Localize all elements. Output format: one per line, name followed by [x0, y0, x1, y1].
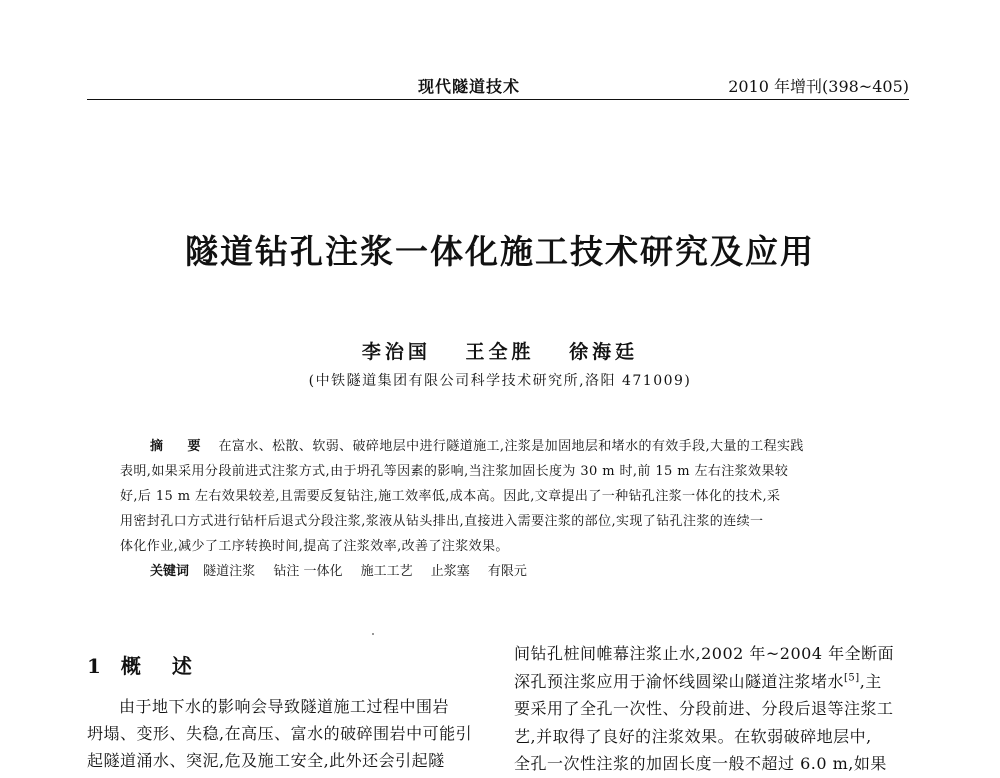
- keyword: 有限元: [487, 564, 527, 579]
- abstract-line: 体化作业,减少了工序转换时间,提高了注浆效率,改善了注浆效果。: [120, 539, 509, 554]
- keywords-label: 关键词: [150, 564, 190, 579]
- section-heading: [87, 650, 204, 679]
- body-line: [514, 668, 914, 696]
- section-title: 概 述: [120, 654, 204, 678]
- body-line: 艺,并取得了良好的注浆效果。在软弱破碎地层中,: [514, 726, 872, 746]
- body-line: 起隧道涌水、突泥,危及施工安全,此外还会引起隧: [87, 751, 445, 770]
- body-line: 间钻孔桩间帷幕注浆止水,2002 年~2004 年全断面: [514, 644, 895, 663]
- keyword: 钻注 一体化: [273, 564, 343, 579]
- right-column-body: [514, 640, 914, 778]
- abstract-line: [120, 434, 880, 459]
- section-number: 1: [87, 654, 101, 678]
- abstract-label: 摘 要: [150, 439, 211, 454]
- abstract: [120, 434, 880, 584]
- header-rule: [87, 99, 909, 100]
- author-affiliation: (中铁隧道集团有限公司科学技术研究所,洛阳 471009): [308, 373, 692, 389]
- scan-speck: [372, 633, 374, 635]
- keyword: 隧道注浆: [203, 564, 256, 579]
- issue-info: 2010 年增刊(398~405): [728, 77, 909, 96]
- keyword: 施工工艺: [360, 564, 413, 579]
- body-text: 深孔预注浆应用于渝怀线圆梁山隧道注浆堵水: [514, 671, 845, 691]
- body-line: 坍塌、变形、失稳,在高压、富水的破碎围岩中可能引: [87, 724, 473, 743]
- abstract-line: 用密封孔口方式进行钻杆后退式分段注浆,浆液从钻头排出,直接进入需要注浆的部位,实现了钻孔注浆的连续一: [120, 514, 764, 529]
- author-name: 王全胜: [465, 341, 535, 363]
- section-body: [87, 693, 487, 774]
- author-list: [0, 337, 1000, 364]
- body-line: 由于地下水的影响会导致隧道施工过程中围岩: [119, 697, 450, 716]
- abstract-line: 好,后 15 m 左右效果较差,且需要反复钻注,施工效率低,成本高。因此,文章提出了一种钻孔注浆一体化的技术,采: [120, 489, 781, 504]
- abstract-line: 表明,如果采用分段前进式注浆方式,由于坍孔等因素的影响,当注浆加固长度为 30 m 时,前 15 m 左右注浆效果较: [120, 464, 789, 479]
- paper-title: 隧道钻孔注浆一体化施工技术研究及应用: [185, 232, 815, 271]
- author-name: 徐海廷: [569, 341, 639, 363]
- author-name: 李治国: [361, 341, 431, 363]
- body-text: ,主: [859, 671, 882, 691]
- abstract-text: 在富水、松散、软弱、破碎地层中进行隧道施工,注浆是加固地层和堵水的有效手段,大量的工程实践: [218, 439, 804, 454]
- keyword: 止浆塞: [430, 564, 470, 579]
- body-line: 全孔一次性注浆的加固长度一般不超过 6.0 m,如果: [514, 754, 887, 773]
- citation-ref: [5]: [844, 672, 860, 684]
- running-header: [87, 70, 909, 100]
- journal-name: 现代隧道技术: [418, 77, 521, 96]
- keywords: [120, 559, 880, 584]
- body-line: 要采用了全孔一次性、分段前进、分段后退等注浆工: [514, 699, 894, 718]
